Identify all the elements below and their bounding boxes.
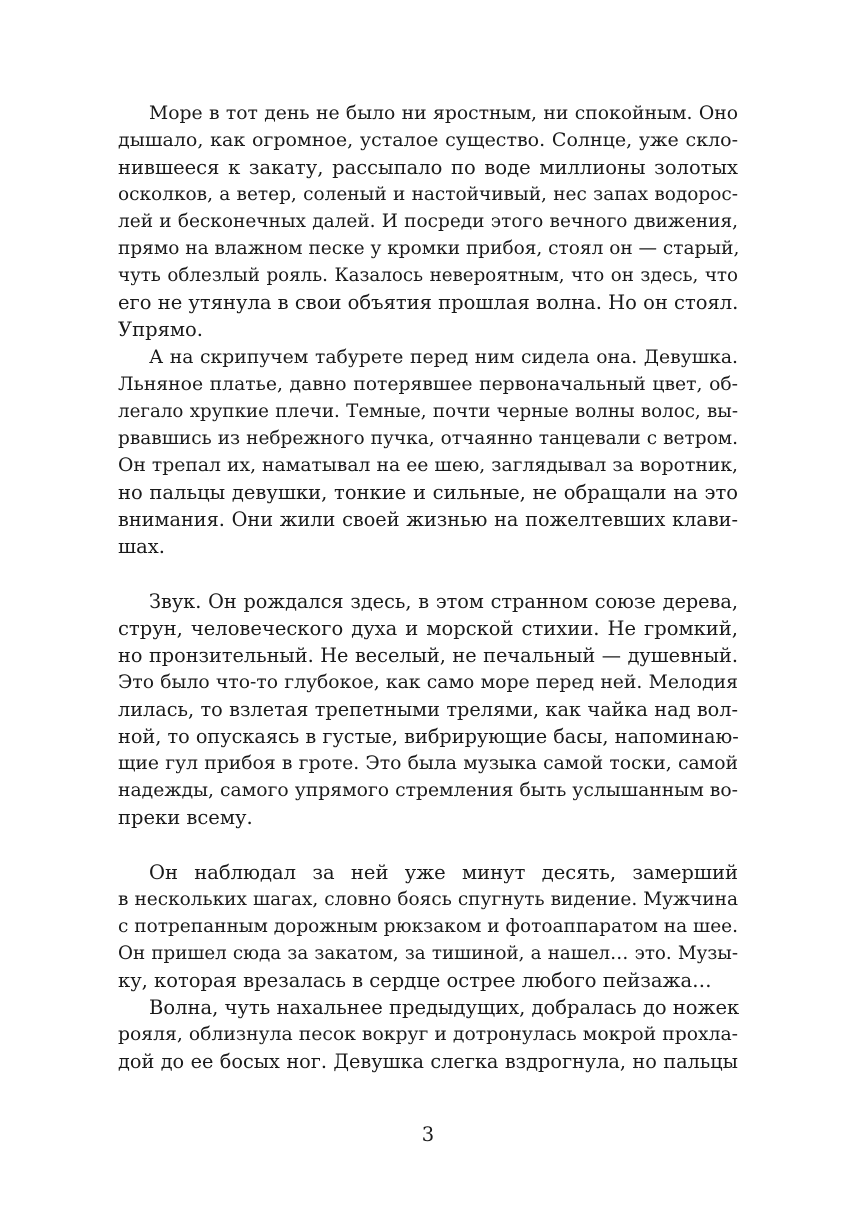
text-line: Это было что-то глубокое, как само море перед ней. Мелодия	[118, 672, 738, 693]
text-line: Он наблюдал за ней уже минут десять, замерший	[149, 861, 738, 884]
text-line: рвавшись из небрежного пучка, отчаянно танцевали с ветром.	[118, 428, 738, 449]
text-line: чуть облезлый рояль. Казалось невероятным, что он здесь, что	[118, 265, 738, 286]
text-line: лилась, то взлетая трепетными трелями, как чайка над вол-	[118, 698, 738, 721]
text-line: Он трепал их, наматывал на ее шею, заглядывал за воротник,	[118, 455, 738, 476]
text-line: дой до ее босых ног. Девушка слегка вздрогнула, но пальцы	[118, 1050, 738, 1073]
text-line: с потрепанным дорожным рюкзаком и фотоаппаратом на шее.	[118, 916, 738, 937]
text-line: щие гул прибоя в гроте. Это была музыка самой тоски, самой	[118, 753, 738, 774]
text-line: преки всему.	[118, 806, 253, 829]
text-line: Упрямо.	[118, 318, 203, 341]
text-line: ку, которая врезалась в сердце острее любого пейзажа…	[118, 969, 712, 992]
text-line: А на скрипучем табурете перед ним сидела она. Девушка.	[149, 347, 738, 368]
text-line: рояля, облизнула песок вокруг и дотронулась мокрой прохла-	[118, 1024, 738, 1045]
text-line: нившееся к закату, рассыпало по воде миллионы золотых	[118, 156, 738, 179]
text-line: Звук. Он рождался здесь, в этом странном союзе дерева,	[149, 590, 738, 613]
text-line: легало хрупкие плечи. Темные, почти черные волны волос, вы-	[118, 401, 738, 422]
text-line: дышало, как огромное, усталое существо. Солнце, уже скло-	[118, 129, 738, 151]
text-line: внимания. Они жили своей жизнью на пожелтевших клави-	[118, 508, 738, 531]
text-line: Волна, чуть нахальнее предыдущих, добралась до ножек	[149, 996, 740, 1019]
text-line: Льняное платье, давно потерявшее первоначальный цвет, об-	[118, 374, 738, 395]
text-line: но пронзительный. Не веселый, не печальный — душевный.	[118, 644, 738, 667]
text-line: надежды, самого упрямого стремления быть услышанным во-	[118, 780, 738, 801]
text-line: Море в тот день не было ни яростным, ни спокойным. Оно	[149, 103, 738, 124]
text-line: осколков, а ветер, соленый и настойчивый, нес запах водорос-	[118, 184, 738, 205]
text-line: прямо на влажном песке у кромки прибоя, стоял он — старый,	[118, 238, 740, 259]
text-line: ной, то опускаясь в густые, вибрирующие басы, напоминаю-	[118, 725, 739, 748]
text-line: шах.	[118, 535, 165, 558]
text-line: его не утянула в свои объятия прошлая волна. Но он стоял.	[118, 291, 739, 314]
text-line: лей и бесконечных далей. И посреди этого вечного движения,	[118, 211, 738, 232]
text-line: Он пришел сюда за закатом, за тишиной, а нашел… это. Музы-	[118, 943, 738, 964]
text-line: в нескольких шагах, словно боясь спугнуть видение. Мужчина	[118, 889, 738, 910]
page-number: 3	[421, 1123, 435, 1146]
text-line: но пальцы девушки, тонкие и сильные, не обращали на это	[118, 481, 738, 504]
body-text	[118, 0, 738, 1211]
text-line: струн, человеческого духа и морской стихии. Не громкий,	[118, 617, 738, 640]
